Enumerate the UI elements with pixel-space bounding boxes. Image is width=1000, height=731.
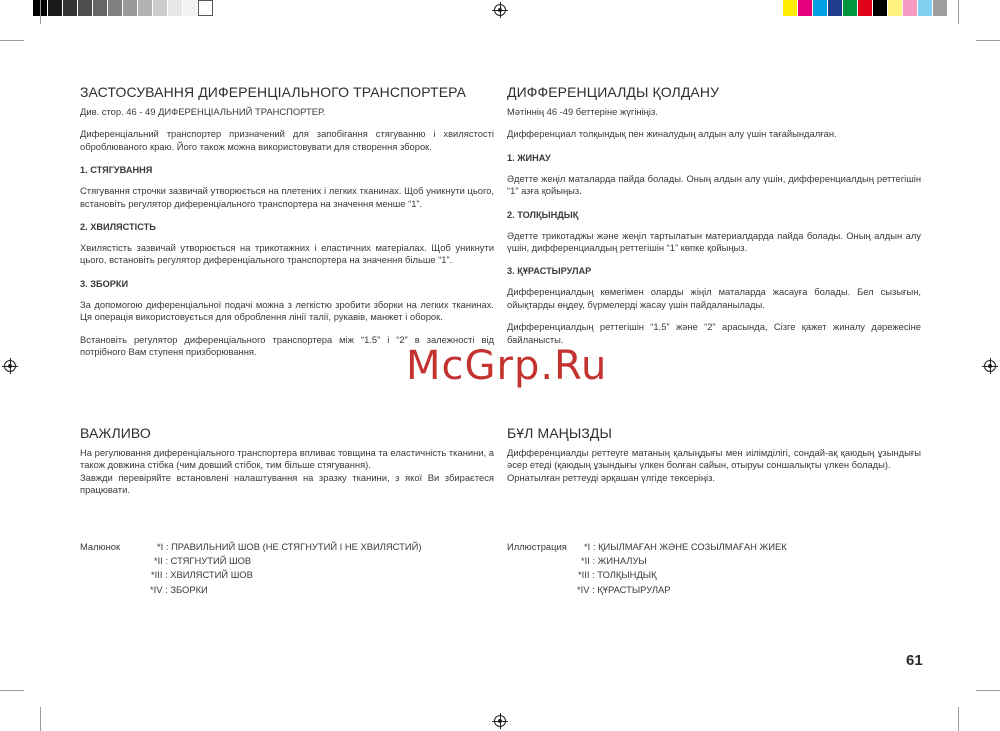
important-title: ВАЖЛИВО bbox=[80, 425, 151, 441]
subsection-text-3: За допомогою диференціальної подачі можна з легкістю зробити зборки на легких тканинах. Ця операція використовується для оброблення лінії талії, рукавів, манжет і оборок. bbox=[80, 298, 494, 323]
figure-item: *IV : ЗБОРКИ bbox=[150, 583, 208, 595]
subsection-text-3b: Встановіть регулятор диференціального транспортера між “1.5” і “2” в залежності від потрібного Вам ступеня призборювання. bbox=[80, 333, 494, 358]
important-text: Дифференциалды реттеуге матаның қалыңдығы мен иілімділігі, сондай-ақ қаюдың ұзындығы әсер етеді (қаюдың ұзындығы үлкен болған сайын, отыруы соншалықты үлкен болады). bbox=[507, 447, 921, 471]
subsection-text-1: Стягування строчки зазвичай утворюється на плетених і легких тканинах. Щоб уникнути цього, встановіть регулятор диференціального транспортера на значення менше “1”. bbox=[80, 185, 494, 209]
crop-mark bbox=[0, 690, 24, 691]
subsection-heading-1: 1. ЖИНАУ bbox=[507, 152, 551, 163]
important-text-2: Завжди перевіряйте встановлені налаштування на зразку тканини, з якої Ви збираєтеся працювати. bbox=[80, 471, 494, 496]
color-swatch bbox=[813, 0, 828, 16]
subsection-text-2: Әдетте трикотаджы және жеңіл тартылатын материалдарда пайда болады. Оның алдын алу үшін, дифференциалдың реттегішін “1” көпке қойыңыз. bbox=[507, 229, 921, 254]
gray-swatch bbox=[123, 0, 138, 16]
page-reference: Див. стор. 46 - 49 ДИФЕРЕНЦІАЛЬНИЙ ТРАНСПОРТЕР. bbox=[80, 106, 326, 117]
gray-swatch bbox=[63, 0, 78, 16]
subsection-text-2: Хвилястість зазвичай утворюється на трикотажних і еластичних матеріалах. Щоб уникнути цього, встановіть регулятор диференціального транспортера на значення більше “1”. bbox=[80, 242, 494, 266]
page-number: 61 bbox=[906, 652, 923, 669]
color-swatch bbox=[888, 0, 903, 16]
crop-mark bbox=[976, 40, 1000, 41]
crop-mark bbox=[40, 707, 41, 731]
crop-mark bbox=[976, 690, 1000, 691]
crop-mark bbox=[958, 707, 959, 731]
figure-items bbox=[150, 540, 421, 597]
registration-mark-left bbox=[4, 360, 16, 372]
gray-swatch bbox=[138, 0, 153, 16]
figure-item: *II : ЖИНАЛУЫ bbox=[581, 555, 647, 567]
registration-mark-top bbox=[494, 4, 506, 16]
color-swatch bbox=[903, 0, 918, 16]
crop-mark bbox=[958, 0, 959, 24]
subsection-heading-2: 2. ХВИЛЯСТІСТЬ bbox=[80, 222, 156, 233]
gray-swatch bbox=[48, 0, 63, 16]
subsection-text-3b: Дифференциалдың реттегішін “1.5” және “2” арасында, Сізге қажет жиналу дәрежесіне байланысты. bbox=[507, 321, 921, 345]
color-swatch bbox=[858, 0, 873, 16]
section-title: ДИФФЕРЕНЦИАЛДЫ ҚОЛДАНУ bbox=[507, 84, 720, 100]
important-title: БҰЛ МАҢЫЗДЫ bbox=[507, 425, 612, 441]
important-note-ukrainian bbox=[80, 425, 494, 497]
left-column-ukrainian bbox=[80, 84, 494, 368]
figure-label: Малюнок bbox=[80, 541, 121, 552]
right-column-kazakh bbox=[507, 84, 921, 356]
color-swatch bbox=[843, 0, 858, 16]
figure-items bbox=[577, 540, 787, 597]
important-text: На регулювання диференціального транспортера впливає товщина та еластичність тканини, а також довжина стібка (чим довший стібок, тим більше стягування). bbox=[80, 447, 494, 471]
color-calibration-bar bbox=[783, 0, 948, 16]
gray-swatch bbox=[198, 0, 213, 16]
subsection-text-1: Әдетте жеңіл маталарда пайда болады. Оның алдын алу үшін, дифференциалдың реттегішін “1” азға қойыңыз. bbox=[507, 172, 921, 197]
intro-paragraph: Дифференциал толқындық пен жиналудың алдын алу үшін тағайындалған. bbox=[507, 128, 837, 140]
color-swatch bbox=[783, 0, 798, 16]
subsection-heading-2: 2. ТОЛҚЫНДЫҚ bbox=[507, 209, 579, 220]
gray-swatch bbox=[108, 0, 123, 16]
subsection-heading-3: 3. ЗБОРКИ bbox=[80, 278, 129, 289]
section-title: ЗАСТОСУВАННЯ ДИФЕРЕНЦІАЛЬНОГО ТРАНСПОРТЕРА bbox=[80, 84, 467, 100]
gray-swatch bbox=[153, 0, 168, 16]
figure-item: *I : ҚИЫЛМАҒАН ЖӘНЕ СОЗЫЛМАҒАН ЖИЕК bbox=[584, 541, 787, 552]
color-swatch bbox=[918, 0, 933, 16]
gray-swatch bbox=[183, 0, 198, 16]
gray-swatch bbox=[168, 0, 183, 16]
figure-item: *III : ХВИЛЯСТИЙ ШОВ bbox=[151, 569, 253, 581]
crop-mark bbox=[0, 40, 24, 41]
color-swatch bbox=[873, 0, 888, 16]
color-swatch bbox=[933, 0, 948, 16]
important-note-kazakh bbox=[507, 425, 921, 484]
subsection-heading-1: 1. СТЯГУВАННЯ bbox=[80, 165, 153, 176]
page-reference: Мәтіннің 46 -49 беттеріне жүгініңіз. bbox=[507, 106, 658, 117]
color-swatch bbox=[828, 0, 843, 16]
watermark: McGrp.Ru bbox=[406, 343, 608, 389]
color-swatch bbox=[798, 0, 813, 16]
gray-swatch bbox=[93, 0, 108, 16]
registration-mark-right bbox=[984, 360, 996, 372]
subsection-heading-3: 3. ҚҰРАСТЫРУЛАР bbox=[507, 266, 592, 277]
figure-item: *I : ПРАВИЛЬНИЙ ШОВ (НЕ СТЯГНУТИЙ І НЕ ХВИЛЯСТИЙ) bbox=[157, 541, 422, 552]
registration-mark-bottom bbox=[494, 715, 506, 727]
intro-paragraph: Диференціальний транспортер призначений для запобігання стягуванню і хвилястості оброблюваного краю. Його також можна використовувати для створення зборок. bbox=[80, 128, 494, 152]
figure-item: *IV : ҚҰРАСТЫРУЛАР bbox=[577, 583, 671, 595]
figure-item: *II : СТЯГНУТИЙ ШОВ bbox=[154, 555, 252, 567]
crop-mark bbox=[40, 0, 41, 24]
gray-swatch bbox=[78, 0, 93, 16]
important-text-2: Орнатылған реттеуді әрқашан үлгіде тексеріңіз. bbox=[507, 471, 716, 483]
figure-label: Иллюстрация bbox=[507, 541, 567, 552]
grayscale-calibration-bar bbox=[33, 0, 213, 16]
subsection-text-3: Дифференциалдың көмегімен оларды жіңіл маталарда жасауға болады. Бел сызығын, ойықтарды өңдеу, бүрмелерді жасау үшін пайдаланылады. bbox=[507, 286, 921, 310]
figure-item: *III : ТОЛҚЫНДЫҚ bbox=[578, 569, 657, 581]
